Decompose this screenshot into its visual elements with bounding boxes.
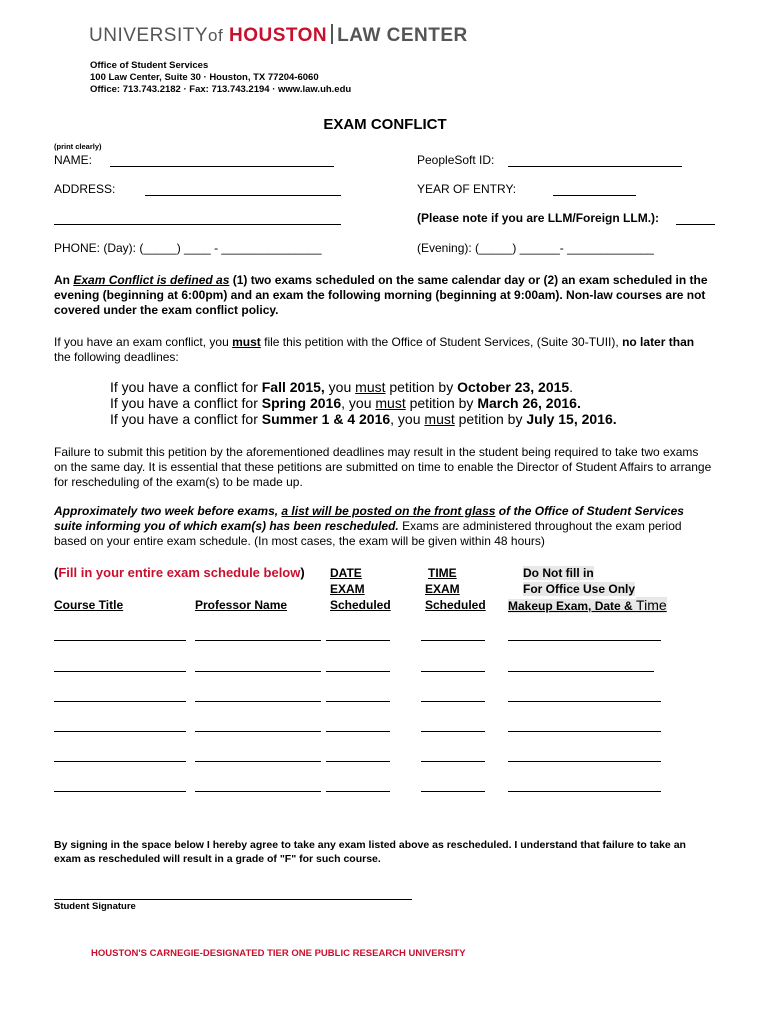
fill-in-label: Fill in your entire exam schedule below <box>58 565 301 580</box>
deadline-must: must <box>355 379 386 395</box>
deadline-text: If you have a conflict for <box>110 395 262 411</box>
fill-in-heading: (Fill in your entire exam schedule below) <box>54 565 305 580</box>
posting-text-d: Exams are administered throughout the exam period based on your entire exam schedule. (In most cases, the exam will be given within 48 hours) <box>54 519 682 548</box>
deadline-text: If you have a conflict for <box>110 379 262 395</box>
peoplesoft-label: PeopleSoft ID: <box>417 153 495 167</box>
professor-name-field[interactable] <box>195 791 321 792</box>
year-of-entry-label: YEAR OF ENTRY: <box>417 182 517 196</box>
office-line-3: Office: 713.743.2182 · Fax: 713.743.2194 · www.law.uh.edu <box>90 84 352 95</box>
professor-name-field[interactable] <box>195 640 321 641</box>
course-title-field[interactable] <box>54 761 186 762</box>
professor-name-field[interactable] <box>195 731 321 732</box>
course-title-field[interactable] <box>54 640 186 641</box>
phone-evening-label: (Evening): (_____) ______- _____________ <box>417 241 654 255</box>
llm-note-label: (Please note if you are LLM/Foreign LLM.): <box>417 211 660 225</box>
exam-date-field[interactable] <box>326 640 390 641</box>
deadline-term: Spring 2016 <box>261 395 342 411</box>
professor-name-field[interactable] <box>195 671 321 672</box>
logo-university: UNIVERSITY <box>89 25 209 46</box>
logo-law-center: LAW CENTER <box>337 25 468 46</box>
phone-day-label: PHONE: (Day): (_____) ____ - _______________ <box>54 241 322 255</box>
col-time-exam <box>425 565 486 613</box>
print-clearly-note: (print clearly) <box>54 142 102 151</box>
col-time-line-2: EXAM <box>425 582 460 596</box>
petition-text-2: file this petition with the Office of Student Services, (Suite 30-TUII), <box>260 335 623 349</box>
year-of-entry-field[interactable] <box>553 195 636 196</box>
address-field[interactable] <box>145 195 341 196</box>
course-title-field[interactable] <box>54 791 186 792</box>
deadline-must: must <box>424 411 455 427</box>
makeup-exam-field[interactable] <box>508 671 654 672</box>
exam-time-field[interactable] <box>421 640 485 641</box>
col-professor-name: Professor Name <box>195 598 288 612</box>
name-field[interactable] <box>110 166 334 167</box>
deadline-text: petition by <box>454 411 527 427</box>
makeup-exam-field[interactable] <box>508 791 661 792</box>
makeup-exam-field[interactable] <box>508 731 661 732</box>
col-time-line-1: TIME <box>428 566 457 580</box>
signature-field[interactable] <box>54 899 412 900</box>
address-label: ADDRESS: <box>54 182 116 196</box>
makeup-exam-field[interactable] <box>508 761 661 762</box>
university-logo <box>89 24 468 47</box>
makeup-exam-field[interactable] <box>508 701 661 702</box>
logo-of: of <box>208 26 224 45</box>
col-date-line-3: Scheduled <box>330 598 391 612</box>
office-line-2: 100 Law Center, Suite 30 · Houston, TX 77204-6060 <box>90 72 319 83</box>
office-use-line-1: Do Not fill in <box>523 566 594 580</box>
petition-no-later: no later than <box>622 335 695 349</box>
office-use-time: Time <box>636 597 667 613</box>
petition-text-3: the following deadlines: <box>54 350 179 364</box>
col-date-line-2: EXAM <box>330 582 365 596</box>
office-use-line-2: For Office Use Only <box>523 582 636 596</box>
deadline-date: October 23, 2015 <box>457 379 570 395</box>
deadline-text: you <box>324 379 356 395</box>
col-date-line-1: DATE <box>330 566 362 580</box>
exam-time-field[interactable] <box>421 671 485 672</box>
course-title-field[interactable] <box>54 701 186 702</box>
agreement-text: By signing in the space below I hereby agree to take any exam listed above as rescheduled. I understand that failure to take an exam as rescheduled will result in a grade of "F" for such course. <box>54 839 686 865</box>
professor-name-field[interactable] <box>195 701 321 702</box>
deadline-date: March 26, 2016. <box>477 395 581 411</box>
exam-time-field[interactable] <box>421 791 485 792</box>
exam-date-field[interactable] <box>326 731 390 732</box>
deadline-text: , you <box>390 411 425 427</box>
exam-date-field[interactable] <box>326 761 390 762</box>
exam-time-field[interactable] <box>421 731 485 732</box>
footer-tagline: HOUSTON'S CARNEGIE-DESIGNATED TIER ONE PUBLIC RESEARCH UNIVERSITY <box>91 948 466 959</box>
exam-time-field[interactable] <box>421 701 485 702</box>
logo-houston: HOUSTON <box>229 25 328 46</box>
definition-lead: An <box>54 273 74 287</box>
petition-paragraph <box>54 335 714 365</box>
signature-label: Student Signature <box>54 901 136 912</box>
posting-paragraph <box>54 504 714 549</box>
deadline-text: If you have a conflict for <box>110 411 262 427</box>
makeup-exam-field[interactable] <box>508 640 661 641</box>
petition-text-1: If you have an exam conflict, you <box>54 335 233 349</box>
col-time-line-3: Scheduled <box>425 598 486 612</box>
col-office-use <box>508 565 667 614</box>
llm-field[interactable] <box>676 224 715 225</box>
office-use-line-3: Makeup Exam, Date & <box>508 599 637 613</box>
deadline-text: . <box>569 379 574 395</box>
name-label: NAME: <box>54 153 93 167</box>
definition-term: Exam Conflict is defined as <box>73 273 230 287</box>
deadline-item <box>110 395 617 411</box>
exam-date-field[interactable] <box>326 671 390 672</box>
col-date-exam <box>330 565 391 613</box>
deadline-term: Fall 2015, <box>261 379 325 395</box>
posting-front-glass: a list will be posted on the front glass <box>281 504 496 518</box>
definition-text: (1) two exams scheduled on the same calendar day or (2) an exam scheduled in the evening (beginning at 6:00pm) and an exam the following morning (beginning at 9:00am). Non-law courses are not covered under the exam conflict policy. <box>54 273 708 317</box>
deadline-date: July 15, 2016. <box>526 411 617 427</box>
petition-must: must <box>232 335 261 349</box>
deadline-item <box>110 379 617 395</box>
col-course-title: Course Title <box>54 598 124 612</box>
page-title: EXAM CONFLICT <box>323 116 447 133</box>
exam-time-field[interactable] <box>421 761 485 762</box>
deadline-item <box>110 411 617 427</box>
course-title-field[interactable] <box>54 671 186 672</box>
deadline-text: petition by <box>405 395 478 411</box>
deadline-list <box>110 379 617 427</box>
professor-name-field[interactable] <box>195 761 321 762</box>
deadline-text: , you <box>341 395 376 411</box>
office-line-1: Office of Student Services <box>90 60 209 71</box>
peoplesoft-field[interactable] <box>508 166 682 167</box>
deadline-term: Summer 1 & 4 2016 <box>261 411 391 427</box>
posting-text-c: of the Office of Student Services suite informing you of which exam(s) has been rescheduled. <box>54 504 684 533</box>
address-field-line-2[interactable] <box>54 224 341 225</box>
failure-paragraph: Failure to submit this petition by the aforementioned deadlines may result in the student being required to take two exams on the same day. It is essential that these petitions are submitted on time to enable the Director of Student Affairs to arrange for rescheduling of the exam(s) to be made up. <box>54 445 712 489</box>
logo-divider <box>331 24 333 44</box>
course-title-field[interactable] <box>54 731 186 732</box>
deadline-must: must <box>375 395 406 411</box>
definition-paragraph <box>54 273 714 318</box>
exam-date-field[interactable] <box>326 791 390 792</box>
deadline-text: petition by <box>385 379 458 395</box>
office-info <box>90 60 351 96</box>
exam-date-field[interactable] <box>326 701 390 702</box>
posting-text-a: Approximately two week before exams, <box>54 504 282 518</box>
